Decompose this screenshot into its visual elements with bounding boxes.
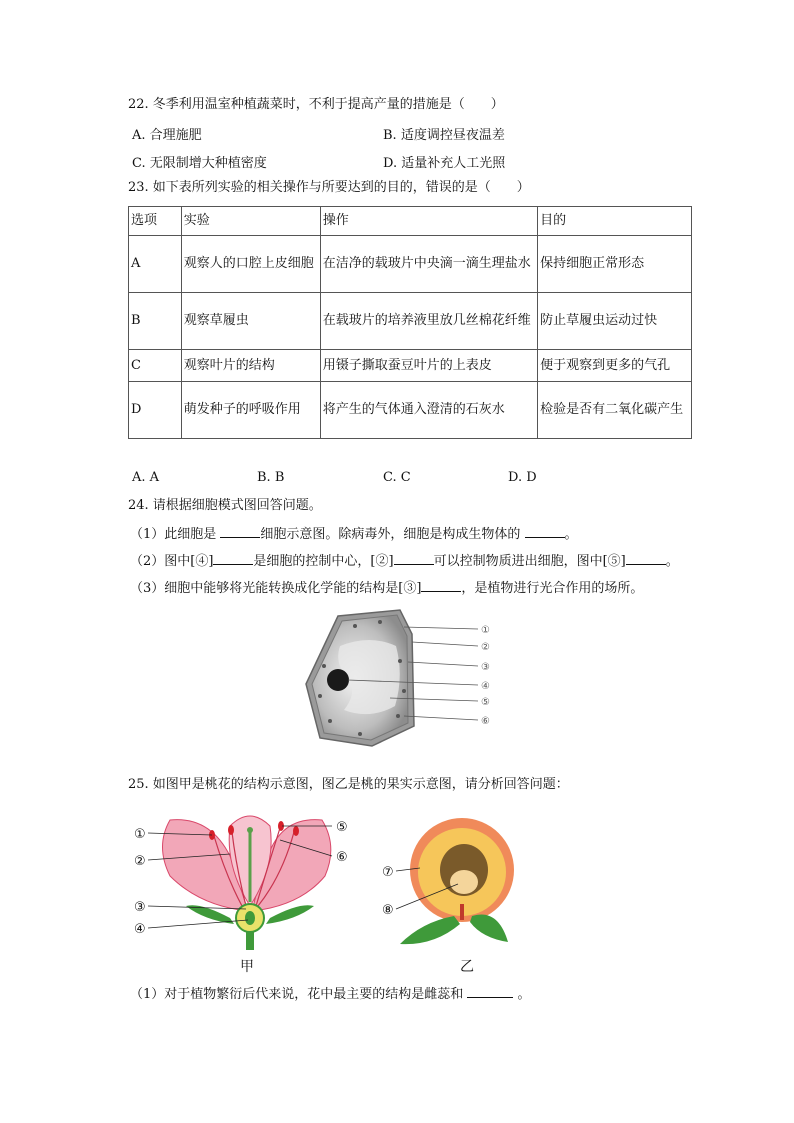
flower-caption: 甲	[240, 959, 254, 975]
table-cell: D	[129, 382, 182, 439]
table-cell: C	[129, 350, 182, 382]
q25-sub1-text: （1）对于植物繁衍后代来说，花中最主要的结构是雌蕊和	[130, 987, 468, 1002]
cell-label-3: ③	[481, 662, 490, 673]
q22-option-d: D. 适量补充人工光照	[383, 156, 506, 171]
fruit-label-7: ⑦	[382, 865, 394, 880]
q24-sub1-text: 。	[564, 527, 578, 542]
table-cell: 保持细胞正常形态	[538, 236, 692, 293]
table-cell: A	[129, 236, 182, 293]
table-header-cell: 目的	[538, 207, 692, 236]
ovule	[245, 911, 255, 925]
cell-label-4: ④	[481, 681, 490, 692]
table-header-cell: 实验	[181, 207, 320, 236]
q23-stem: 23. 如下表所列实验的相关操作与所要达到的目的，错误的是（ ）	[128, 180, 530, 195]
q23-option-a: A. A	[132, 470, 160, 485]
q23-option-c: C. C	[383, 470, 411, 485]
flower-label-3: ③	[134, 900, 146, 915]
flower-label-1: ①	[134, 827, 146, 842]
q25-sub1-text: 。	[513, 987, 531, 1002]
flower-petals	[163, 816, 331, 911]
table-cell: 用镊子撕取蚕豆叶片的上表皮	[320, 350, 537, 382]
peach-flower-diagram	[130, 806, 360, 956]
table-cell: 防止草履虫运动过快	[538, 293, 692, 350]
table-header-cell: 选项	[129, 207, 182, 236]
fruit-caption: 乙	[460, 959, 474, 975]
answer-blank	[220, 525, 260, 538]
answer-blank	[213, 552, 253, 565]
table-cell: 在洁净的载玻片中央滴一滴生理盐水	[320, 236, 537, 293]
answer-blank	[467, 985, 513, 998]
peach-seed	[450, 870, 478, 894]
q24-sub2-text: 是细胞的控制中心，[②]	[253, 554, 394, 569]
peach-leaf	[400, 914, 508, 944]
q24-sub1-text: 细胞示意图。除病毒外，细胞是构成生物体的	[260, 527, 525, 542]
answer-blank	[421, 579, 461, 592]
peach-stem	[460, 904, 464, 920]
fruit-label-8: ⑧	[382, 903, 394, 918]
cell-label-6: ⑥	[481, 716, 490, 727]
answer-blank	[626, 552, 666, 565]
q22-option-a: A. 合理施肥	[132, 128, 202, 143]
flower-label-2: ②	[134, 854, 146, 869]
table-cell: 将产生的气体通入澄清的石灰水	[320, 382, 537, 439]
q24-sub1-text: （1）此细胞是	[130, 527, 221, 542]
plant-cell-diagram	[300, 606, 510, 752]
q24-sub2	[130, 552, 679, 571]
table-cell: B	[129, 293, 182, 350]
cell-label-2: ②	[481, 642, 490, 653]
q24-stem: 24. 请根据细胞模式图回答问题。	[128, 498, 322, 513]
table-cell: 观察叶片的结构	[181, 350, 320, 382]
q22-stem: 22. 冬季利用温室种植蔬菜时，不利于提高产量的措施是（ ）	[128, 97, 504, 112]
table-cell: 检验是否有二氧化碳产生	[538, 382, 692, 439]
table-cell: 萌发种子的呼吸作用	[181, 382, 320, 439]
table-header-row	[129, 207, 692, 236]
table-row	[129, 236, 692, 293]
table-row	[129, 382, 692, 439]
q22-option-c: C. 无限制增大种植密度	[132, 156, 267, 171]
q24-sub2-text: （2）图中[④]	[130, 554, 214, 569]
table-cell: 便于观察到更多的气孔	[538, 350, 692, 382]
answer-blank	[525, 525, 565, 538]
table-header-cell: 操作	[320, 207, 537, 236]
cell-label-5: ⑤	[481, 697, 490, 708]
table-cell: 观察人的口腔上皮细胞	[181, 236, 320, 293]
q24-sub1	[130, 525, 578, 544]
flower-stalk	[246, 932, 254, 950]
q23-option-d: D. D	[508, 470, 537, 485]
table-row	[129, 350, 692, 382]
table-row	[129, 293, 692, 350]
q24-sub3	[130, 579, 643, 598]
q24-sub3-text: ，是植物进行光合作用的场所。	[461, 581, 644, 596]
table-cell: 在载玻片的培养液里放几丝棉花纤维	[320, 293, 537, 350]
experiment-table	[128, 206, 692, 439]
table-cell: 观察草履虫	[181, 293, 320, 350]
q24-sub3-text: （3）细胞中能够将光能转换成化学能的结构是[③]	[130, 581, 422, 596]
peach-fruit-diagram	[382, 812, 522, 952]
flower-label-6: ⑥	[336, 850, 348, 865]
q25-sub1	[130, 985, 531, 1004]
q24-sub2-text: 可以控制物质进出细胞，图中[⑤]	[433, 554, 626, 569]
answer-blank	[394, 552, 434, 565]
flower-label-4: ④	[134, 922, 146, 937]
stigma	[247, 827, 253, 833]
q22-option-b: B. 适度调控昼夜温差	[383, 128, 505, 143]
flower-label-5: ⑤	[336, 820, 348, 835]
q24-sub2-text: 。	[665, 554, 679, 569]
cell-label-1: ①	[481, 625, 490, 636]
nucleus	[327, 669, 349, 691]
q23-option-b: B. B	[257, 470, 285, 485]
q25-stem: 25. 如图甲是桃花的结构示意图，图乙是桃的果实示意图，请分析回答问题：	[128, 777, 569, 792]
